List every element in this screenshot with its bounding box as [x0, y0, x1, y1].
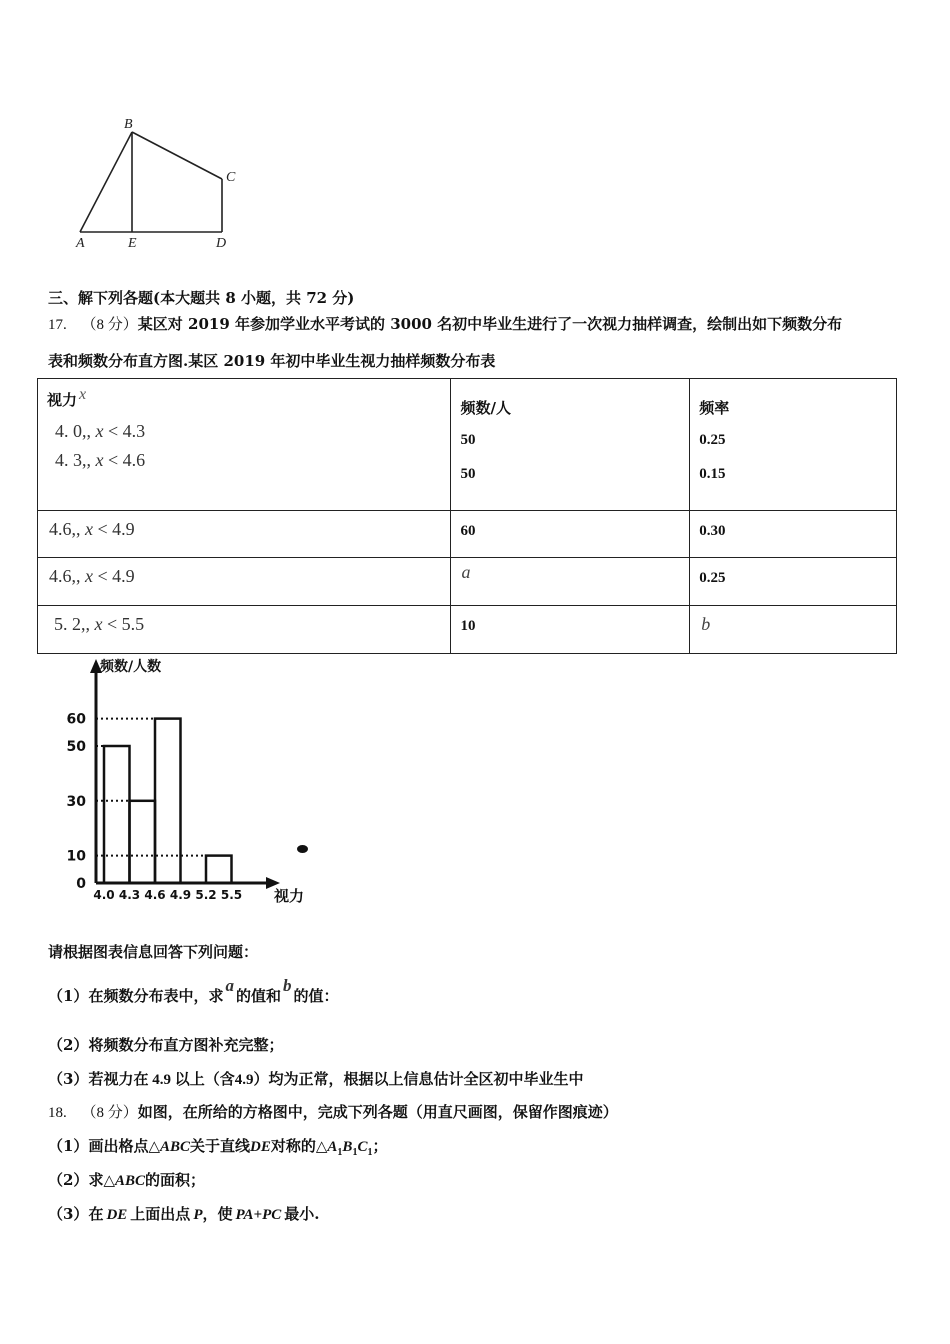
x-tick-label: 4.3 [118, 888, 141, 902]
ink-smudge [297, 845, 308, 853]
y-tick-label: 0 [76, 876, 86, 892]
y-tick-label: 10 [66, 848, 86, 865]
freq-row-5: 10 [460, 618, 476, 634]
table-cell [38, 558, 451, 606]
table-row [38, 379, 897, 511]
header-freq: 频数/人 [460, 399, 511, 417]
rate-row-5: b [701, 614, 711, 634]
q18-sub1: （1）画出格点△ABC关于直线DE对称的$\triangle A_1B_1C_1$； [48, 1137, 388, 1158]
q17-sub2: （2）将频数分布直方图补充完整； [48, 1036, 284, 1054]
y-tick-label: 30 [66, 793, 86, 810]
x-tick-label: 5.5 [220, 888, 243, 902]
range-row-5: 5. 2,, x < 5.5 [54, 614, 145, 634]
table-cell [690, 511, 897, 558]
freq-row-1: 50 [460, 432, 476, 448]
frequency-table [37, 378, 897, 654]
x-tick-label: 4.0 [93, 888, 115, 902]
table-cell [450, 379, 690, 511]
histogram-bar [206, 856, 232, 883]
geometry-figure [70, 115, 250, 255]
q18-sub3: （3）在 DE 上面出点 P，使 PA+PC 最小. [48, 1205, 320, 1223]
q17-number: 17. [48, 317, 67, 333]
label-a: A [76, 236, 85, 251]
q17-score: （8 分） [81, 317, 138, 333]
rate-row-3: 0.30 [699, 523, 726, 539]
header-vision: 视力 [47, 391, 78, 409]
rate-row-1: 0.25 [699, 432, 726, 448]
label-e: E [128, 236, 137, 251]
x-tick-label: 5.2 [195, 888, 217, 902]
range-row-2: 4. 3,, x < 4.6 [55, 450, 146, 470]
table-cell [690, 379, 897, 511]
label-c: C [226, 170, 236, 185]
histogram-bar [130, 801, 156, 883]
freq-row-2: 50 [460, 466, 476, 482]
freq-row-4: a [461, 562, 471, 582]
q17-sub1: （1）在频数分布表中，求a的值和b的值： [48, 976, 339, 1005]
segment-ab [80, 132, 132, 232]
table-cell [450, 606, 690, 654]
table-cell [38, 606, 451, 654]
rate-row-2: 0.15 [699, 466, 726, 482]
q18-sub2: （2）求△ABC的面积； [48, 1171, 206, 1189]
histogram-bar [104, 746, 130, 883]
section-heading: 三、解下列各题(本大题共 8 小题，共 72 分) [48, 289, 355, 307]
histogram-chart [40, 655, 330, 915]
table-cell [690, 558, 897, 606]
q17-sub3: （3）若视力在 4.9 以上（含4.9）均为正常，根据以上信息估计全区初中毕业生中 [48, 1070, 584, 1088]
range-row-1: 4. 0,, x < 4.3 [55, 421, 146, 441]
rate-row-4: 0.25 [699, 570, 726, 586]
table-cell [690, 606, 897, 654]
label-d: D [216, 236, 227, 251]
q18-number: 18. [48, 1105, 67, 1121]
var-a: a [225, 976, 234, 995]
y-tick-label: 50 [66, 739, 86, 755]
x-tick-label: 4.9 [169, 888, 192, 902]
q17-prompt: 请根据图表信息回答下列问题： [48, 943, 259, 961]
q18-text: 如图，在所给的方格图中，完成下列各题（用直尺画图，保留作图痕迹） [137, 1103, 618, 1121]
q17-line2: 表和频数分布直方图.某区 2019 年初中毕业生视力抽样频数分布表 [48, 352, 496, 370]
x-axis-label: 视力 [274, 887, 305, 905]
table-row [38, 511, 897, 558]
table-row [38, 606, 897, 654]
q18-score: （8 分） [81, 1105, 138, 1121]
y-axis-label: 频数/人数 [100, 659, 162, 675]
header-rate: 频率 [699, 399, 730, 417]
x-tick-label: 4.6 [144, 888, 166, 902]
q17-line1 [48, 313, 842, 334]
q18-line [48, 1101, 618, 1122]
table-cell [38, 379, 451, 511]
freq-row-3: 60 [460, 523, 476, 539]
segment-bc [132, 132, 222, 179]
var-b: b [282, 976, 292, 995]
table-cell [38, 511, 451, 558]
header-var: x [79, 386, 87, 403]
histogram-bar [155, 719, 181, 883]
table-cell [450, 558, 690, 606]
table-cell [450, 511, 690, 558]
y-tick-label: 60 [66, 711, 86, 728]
q17-text1: 某区对 2019 年参加学业水平考试的 3000 名初中毕业生进行了一次视力抽样调查，绘制出如下频数分布 [137, 315, 843, 333]
range-row-4: 4.6,, x < 4.9 [49, 566, 135, 586]
label-b: B [124, 117, 133, 132]
table-row [38, 558, 897, 606]
range-row-3: 4.6,, x < 4.9 [49, 519, 135, 539]
